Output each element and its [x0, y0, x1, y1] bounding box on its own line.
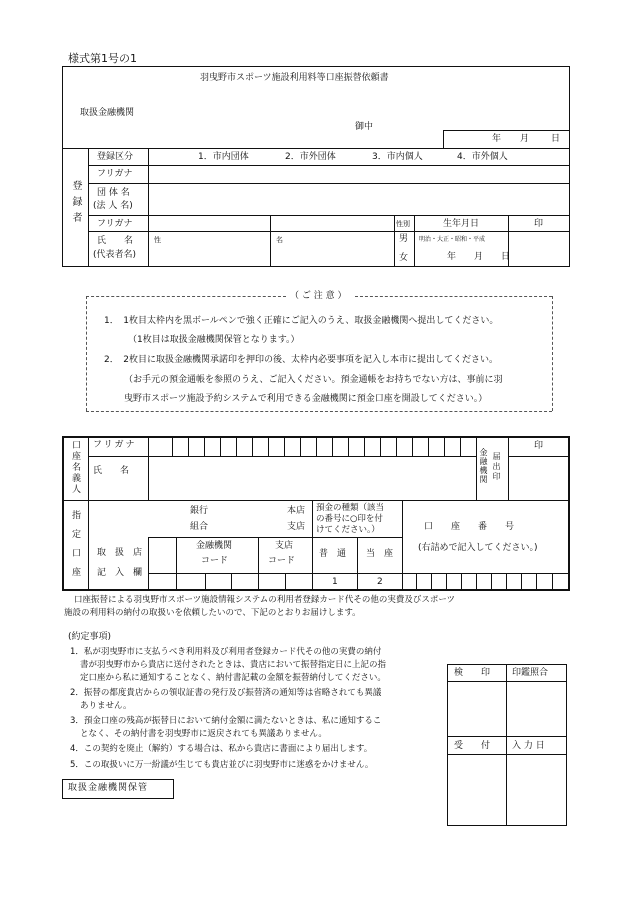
agreement-3a: 3．預金口座の残高が振替日において納付金額に満たないときは、私に通知するこ [70, 716, 382, 726]
rep-name-label-2: (代表者名) [93, 250, 137, 260]
sei-label: 性 [154, 236, 161, 244]
holder-seal-label: 印 [534, 441, 544, 451]
deposit-type-3: けてください。） [316, 525, 380, 535]
gender-label: 性別 [396, 220, 410, 228]
form-title: 羽曳野市スポーツ施設利用料等口座振替依頼書 [200, 73, 389, 83]
registrant-side-label: 登録者 [70, 180, 81, 228]
toza-label: 当 座 [366, 549, 394, 559]
form-number: 様式第1号の1 [68, 52, 137, 65]
bank-seal-label: 金融機関 [479, 448, 488, 484]
group-furigana-label: フリガナ [97, 169, 133, 179]
futsu-label: 普 通 [319, 549, 347, 559]
group-name-label-2: (法 人 名) [93, 201, 133, 211]
deposit-type-2: の番号に○印を付 [316, 514, 383, 524]
receipt-label: 受 付 [454, 741, 491, 751]
date-month: 月 [520, 134, 530, 144]
category-label: 登録区分 [97, 152, 134, 162]
holder-side-label: 口座名義人 [70, 440, 80, 495]
rep-name-label-1: 氏 名 [97, 236, 134, 246]
branch-code-label-2: コード [268, 556, 296, 566]
main-branch-suffix: 本店 [287, 506, 306, 516]
seal-check-label: 印鑑照合 [512, 668, 549, 678]
holder-name-label: 氏 名 [93, 466, 130, 476]
category-3[interactable]: 3．市内個人 [372, 152, 423, 162]
mei-label: 名 [276, 236, 283, 244]
birthdate-label: 生年月日 [443, 219, 480, 229]
notice-item-2-note-1: （お手元の預金通帳を参照のうえ、ご記入ください。預金通帳をお持ちでない方は、事前に羽 [124, 375, 503, 385]
agreement-1b: 書が羽曳野市から貴店に送付されたときは、貴店において振替指定日に上記の指 [80, 660, 387, 670]
category-1[interactable]: 1．市内団体 [198, 152, 249, 162]
bank-code-label-2: コード [201, 556, 229, 566]
female-option[interactable]: 女 [399, 253, 409, 263]
branch-code-label-1: 支店 [275, 541, 294, 551]
union-suffix: 組合 [190, 522, 209, 532]
todoke-label: 届出印 [492, 452, 501, 482]
handling-label-1: 取 扱 店 [97, 548, 143, 558]
bank-suffix: 銀行 [190, 506, 209, 516]
top-form-box [62, 66, 570, 267]
date-year: 年 [492, 134, 502, 144]
notice-item-1: 1． 1枚目太枠内を黒ボールペンで強く正確にご記入のうえ、取扱金融機関へ提出してください。 [104, 316, 499, 326]
notice-item-2-note-2: 曳野市スポーツ施設予約システムで利用できる金融機関に預金口座を開設してください。） [124, 394, 488, 404]
category-4[interactable]: 4．市外個人 [457, 152, 508, 162]
male-option[interactable]: 男 [399, 234, 409, 244]
onchu-label: 御中 [355, 122, 374, 132]
input-date-label: 入 力 日 [512, 741, 545, 751]
category-2[interactable]: 2．市外団体 [285, 152, 336, 162]
retained-by-label: 取扱金融機関保管 [68, 783, 149, 793]
birth-ymd: 年 月 日 [447, 252, 511, 262]
designated-side-label: 指定口座 [70, 510, 80, 586]
account-number-label: 口 座 番 号 [424, 522, 515, 532]
rep-furigana-label: フリガナ [97, 219, 133, 229]
agreement-3b: となく、その納付書を羽曳野市に返戻されても異議ありません。 [80, 729, 327, 739]
agreement-1c: 定口座から私に通知することなく、納付書記載の金額を振替納付してください。 [80, 673, 386, 683]
agreement-1a: 1．私が羽曳野市に支払うべき利用料及び利用者登録カード代その他の実費の納付 [70, 647, 382, 657]
agreement-2a: 2．振替の都度貴店からの領収証書の発行及び振替済の通知等は省略されても異議 [70, 688, 382, 698]
agreement-2b: ありません。 [80, 701, 132, 711]
bank-label: 取扱金融機関 [80, 108, 135, 118]
futsu-option[interactable]: 1 [332, 577, 338, 587]
group-name-label-1: 団 体 名 [97, 188, 130, 198]
right-align-note: (右詰めで記入してください。) [418, 543, 538, 553]
toza-option[interactable]: 2 [377, 577, 383, 587]
request-line-2: 施設の利用料の納付の取扱いを依頼したいので、下記のとおりお届けします。 [64, 608, 361, 618]
notice-item-1-note: （1枚目は取扱金融機関保管となります。） [128, 335, 300, 345]
handling-label-2: 記 入 欄 [97, 568, 143, 578]
deposit-type-1: 預金の種類（該当 [316, 503, 385, 513]
era-options: 明治・大正・昭和・平成 [419, 236, 486, 243]
request-line-1: 口座振替による羽曳野市スポーツ施設情報システムの利用者登録カード代その他の実費及びスポーツ [74, 595, 455, 605]
bank-code-label-1: 金融機関 [196, 541, 233, 551]
inspection-label: 検 印 [454, 668, 491, 678]
notice-heading: （ ご 注 意 ） [290, 291, 347, 301]
agreement-5: 5．この取扱いに万一紛議が生じても貴店並びに羽曳野市に迷惑をかけません。 [70, 760, 374, 770]
branch-suffix: 支店 [287, 522, 306, 532]
date-day: 日 [551, 134, 561, 144]
rep-seal-label: 印 [534, 219, 544, 229]
holder-furigana-label: フリガナ [93, 440, 137, 450]
agreement-heading: (約定事項) [68, 632, 112, 642]
notice-item-2: 2． 2枚目に取扱金融機関承諾印を押印の後、太枠内必要事項を記入し本市に提出してください。 [104, 355, 498, 365]
agreement-4: 4．この契約を廃止（解約）する場合は、私から貴店に書面により届出します。 [70, 744, 373, 754]
